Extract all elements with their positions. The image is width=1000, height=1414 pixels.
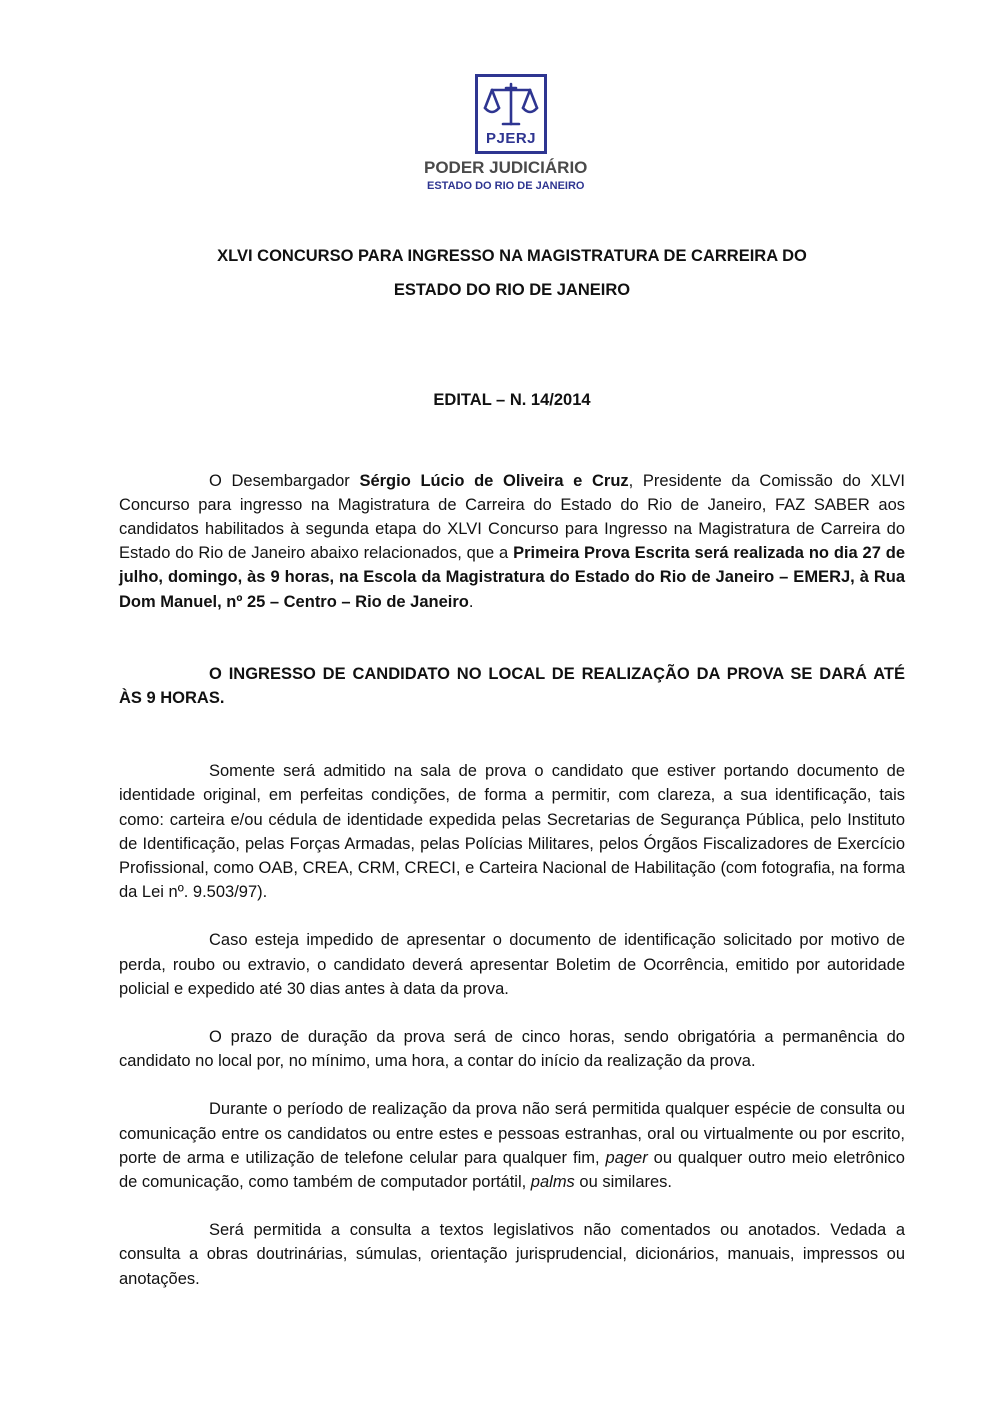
paragraph-duration: O prazo de duração da prova será de cinco horas, sendo obrigatória a permanência do candidato no local por, no mínimo, uma hora, a contar do início da realização da prova. <box>119 1028 905 1071</box>
document-body <box>119 244 905 1291</box>
logo-subtitle: ESTADO DO RIO DE JANEIRO <box>427 180 585 192</box>
paragraph-communication: Durante o período de realização da prova não será permitida qualquer espécie de consulta ou comunicação entre os candidatos ou entre estes e pessoas estranhas, oral ou virtualmente ou por escrito, porte de arma e utilização de telefone celular para qualquer fim, pager ou qualquer outro meio eletrônico de comunicação, como também de computador portátil, palms ou similares. <box>119 1100 905 1192</box>
paragraph-lost-document: Caso esteja impedido de apresentar o documento de identificação solicitado por motivo de perda, roubo ou extravio, o candidato deverá apresentar Boletim de Ocorrência, emitido por autoridade policial e expedido até 30 dias antes à data da prova. <box>119 931 905 998</box>
document-title-line1: XLVI CONCURSO PARA INGRESSO NA MAGISTRATURA DE CARREIRA DO <box>217 247 807 265</box>
logo-title: PODER JUDICIÁRIO <box>424 158 588 177</box>
pjerj-logo <box>424 74 604 196</box>
paragraph-entry-time: O INGRESSO DE CANDIDATO NO LOCAL DE REALIZAÇÃO DA PROVA SE DARÁ ATÉ ÀS 9 HORAS. <box>119 664 905 708</box>
desembargador-name: Sérgio Lúcio de Oliveira e Cruz <box>359 471 629 490</box>
document-title-line2: ESTADO DO RIO DE JANEIRO <box>393 281 631 300</box>
paragraph-consultation: Será permitida a consulta a textos legislativos não comentados ou anotados. Vedada a consulta a obras doutrinárias, súmulas, orientação jurisprudencial, dicionários, manuais, impressos ou anotações. <box>119 1221 905 1288</box>
logo-emblem <box>475 74 547 154</box>
logo-acronym: PJERJ <box>485 130 537 147</box>
paragraph-identification: Somente será admitido na sala de prova o candidato que estiver portando documento de identidade original, em perfeitas condições, de forma a permitir, com clareza, a sua identificação, tais como: carteira e/ou cédula de identidade expedida pelas Secretarias de Segurança Pública, pelo Instituto de Identificação, pelas Forças Armadas, pelas Polícias Militares, pelos Órgãos Fiscalizadores de Exercício Profissional, como OAB, CREA, CRM, CRECI, e Carteira Nacional de Habilitação (com fotografia, na forma da Lei nº. 9.503/97). <box>119 762 905 902</box>
scales-of-justice-icon <box>482 80 540 130</box>
paragraph-announcement: O Desembargador Sérgio Lúcio de Oliveira e Cruz, Presidente da Comissão do XLVI Concurso para ingresso na Magistratura de Carreira do Estado do Rio de Janeiro, FAZ SABER aos candidatos habilitados à segunda etapa do XLVI Concurso para Ingresso na Magistratura de Carreira do Estado do Rio de Janeiro abaixo relacionados, que a Primeira Prova Escrita será realizada no dia 27 de julho, domingo, às 9 horas, na Escola da Magistratura do Estado do Rio de Janeiro – EMERJ, à Rua Dom Manuel, nº 25 – Centro – Rio de Janeiro. <box>119 471 905 611</box>
edital-number: EDITAL – N. 14/2014 <box>433 391 591 410</box>
exam-date-location: Primeira Prova Escrita será realizada no dia 27 de julho, domingo, às 9 horas, na Escola da Magistratura do Estado do Rio de Janeiro – EMERJ, à Rua Dom Manuel, nº 25 – Centro – Rio de Janeiro <box>119 544 905 611</box>
